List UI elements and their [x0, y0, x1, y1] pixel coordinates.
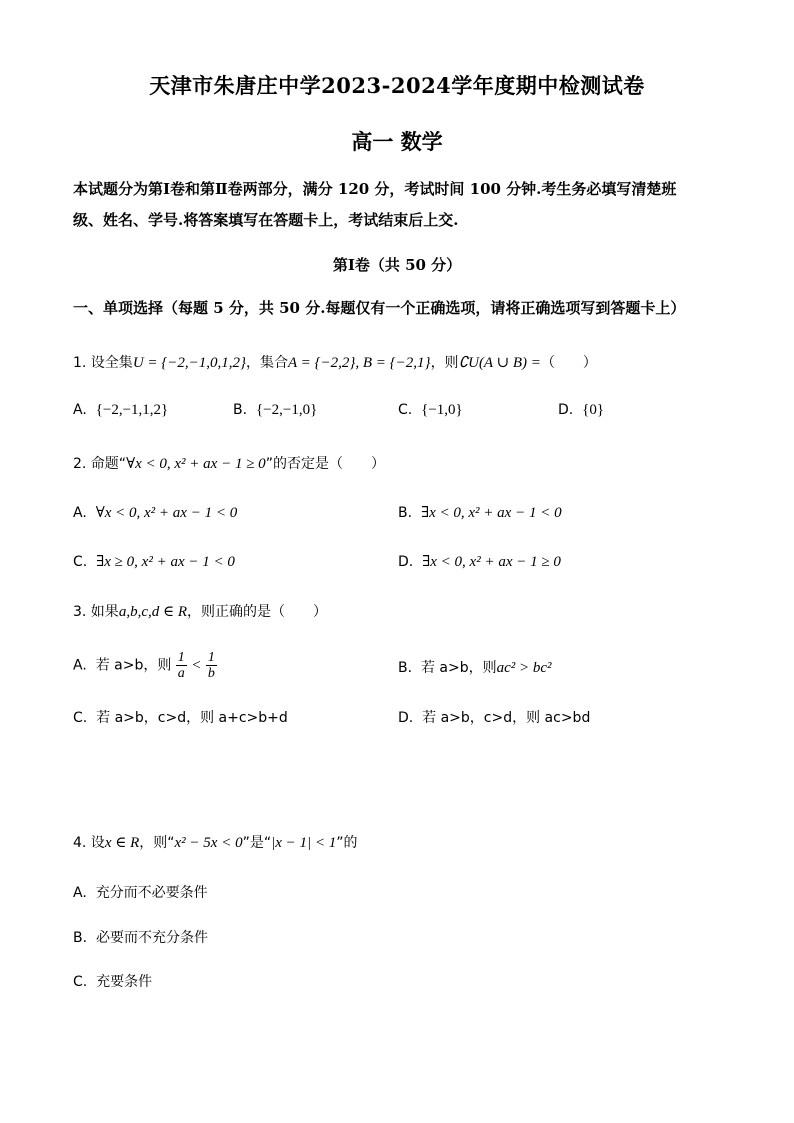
fraction-left	[176, 650, 187, 681]
q1-math-sets: A = {−2,2}, B = {−2,1}	[288, 355, 431, 371]
option-content: {−2,−1,1,2}	[95, 402, 169, 418]
exam-title: 天津市朱唐庄中学2023-2024学年度期中检测试卷	[149, 73, 645, 98]
option-label: B.	[233, 402, 248, 418]
option-text: 若 a>b，则	[420, 660, 497, 676]
q3-prefix: 3. 如果	[73, 604, 119, 620]
q2-option-a	[73, 503, 237, 522]
q1-mid2: ，则	[430, 355, 459, 371]
q1-math-complement: ∁U(A ∪ B) =	[458, 355, 541, 371]
option-text: 充要条件	[96, 974, 153, 990]
option-content: {0}	[582, 402, 605, 418]
option-label: D.	[398, 554, 414, 570]
q2-option-c	[73, 552, 235, 571]
option-content: ∀x < 0, x² + ax − 1 < 0	[95, 505, 238, 521]
q2-math-proposition: ∀x < 0, x² + ax − 1 ≥ 0	[126, 456, 266, 472]
q4-math-domain: x ∈ R	[104, 835, 140, 851]
option-label: A.	[73, 885, 87, 901]
option-text: 若 a>b，则	[95, 657, 172, 674]
question-4-stem	[73, 832, 358, 852]
option-text: 若 a>b，c>d，则 ac>bd	[422, 710, 591, 726]
option-label: B.	[398, 505, 413, 521]
question-3-stem	[73, 601, 327, 621]
q4-option-a	[73, 882, 208, 902]
q3-option-c	[73, 707, 288, 727]
section-heading: 一、单项选择（每题 5 分，共 50 分.每题仅有一个正确选项，请将正确选项写到答题卡上）	[73, 299, 686, 317]
fraction-numerator: 1	[207, 650, 215, 665]
q4-suffix: ”的	[336, 835, 358, 851]
intro-line-2: 级、姓名、学号.将答案填写在答题卡上，考试结束后上交.	[73, 211, 459, 229]
exam-subtitle: 高一 数学	[351, 129, 443, 154]
q3-option-d	[398, 707, 590, 727]
comparison-operator: <	[191, 657, 202, 674]
option-label: A.	[73, 505, 87, 521]
volume-heading: 第Ⅰ卷（共 50 分）	[332, 256, 462, 274]
q4-option-c	[73, 971, 152, 991]
q1-suffix: （ ）	[540, 355, 597, 371]
option-label: A.	[73, 402, 87, 418]
q3-math-domain: a,b,c,d ∈ R	[118, 604, 187, 620]
option-content: {−2,−1,0}	[255, 402, 318, 418]
option-label: B.	[398, 660, 413, 676]
q1-option-c	[398, 402, 463, 419]
intro-line-1: 本试题分为第Ⅰ卷和第Ⅱ卷两部分，满分 120 分，考试时间 100 分钟.考生务必填写清楚班	[73, 180, 677, 198]
q3-suffix: ，则正确的是（ ）	[187, 604, 327, 620]
option-content: ∃x < 0, x² + ax − 1 < 0	[420, 505, 562, 521]
fraction-right	[206, 650, 217, 681]
q4-mid: ，则“	[139, 835, 175, 851]
fraction-denominator: b	[207, 666, 215, 681]
q4-math-condition-q: |x − 1| < 1	[271, 835, 337, 851]
fraction-denominator: a	[177, 666, 185, 681]
q2-prefix: 2. 命题“	[73, 456, 127, 472]
q3-option-b	[398, 657, 552, 677]
q3-option-a	[73, 650, 217, 681]
q2-option-d	[398, 552, 561, 571]
option-label: C.	[73, 974, 88, 990]
q1-option-d	[558, 402, 604, 419]
q1-math-universal-set: U = {−2,−1,0,1,2}	[132, 355, 247, 371]
option-text: 必要而不充分条件	[95, 930, 208, 946]
fraction-numerator: 1	[177, 650, 185, 665]
option-text: 充分而不必要条件	[95, 885, 208, 901]
q2-suffix: ”的否定是（ ）	[265, 456, 385, 472]
q4-mid2: ”是“	[242, 835, 272, 851]
option-label: D.	[558, 402, 574, 418]
q4-math-condition-p: x² − 5x < 0	[174, 835, 243, 851]
q1-option-a	[73, 402, 168, 419]
option-label: C.	[73, 554, 88, 570]
option-label: A.	[73, 657, 87, 674]
q4-option-b	[73, 927, 208, 947]
option-label: C.	[398, 402, 413, 418]
option-label: B.	[73, 930, 88, 946]
option-content: {−1,0}	[421, 402, 463, 418]
q1-mid: ，集合	[246, 355, 289, 371]
q1-option-b	[233, 402, 317, 419]
q4-prefix: 4. 设	[73, 835, 105, 851]
option-text: 若 a>b，c>d，则 a+c>b+d	[96, 710, 288, 726]
question-2-stem	[73, 453, 385, 473]
option-label: C.	[73, 710, 88, 726]
option-math: ac² > bc²	[496, 660, 552, 676]
option-content: ∃x < 0, x² + ax − 1 ≥ 0	[422, 554, 561, 570]
q1-prefix: 1. 设全集	[73, 355, 133, 371]
question-1-stem	[73, 352, 597, 372]
option-content: ∃x ≥ 0, x² + ax − 1 < 0	[96, 554, 235, 570]
option-label: D.	[398, 710, 414, 726]
q2-option-b	[398, 503, 562, 522]
